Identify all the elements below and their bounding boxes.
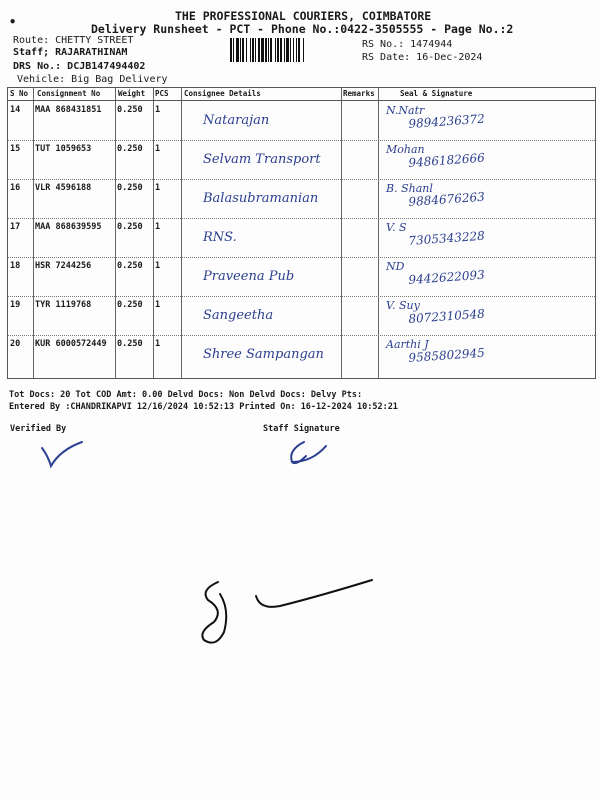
row-sno: 19 [10,300,21,310]
row-consignment-no: KUR 6000572449 [35,339,107,349]
row-signature-phone: 8072310548 [408,306,486,326]
row-pcs: 1 [155,222,161,232]
row-sno: 15 [10,144,21,154]
row-pcs: 1 [155,144,161,154]
large-signature-icon [190,570,380,650]
header-pcs: PCS [155,89,169,98]
header-consignee: Consignee Details [184,89,261,98]
staff-label: Staff; RAJARATHINAM [13,47,128,58]
row-signature-name: B. Shanl [386,182,433,195]
row-consignee-name: Shree Sampangan [203,347,324,362]
entered-line: Entered By :CHANDRIKAPVI 12/16/2024 10:52:13 Printed On: 16-12-2024 10:52:21 [9,402,398,412]
totals-line: Tot Docs: 20 Tot COD Amt: 0.00 Delvd Docs: Non Delvd Docs: Delvy Pts: [9,390,363,400]
staff-signature-mark-icon [282,436,332,470]
row-consignment-no: TUT 1059653 [35,144,92,154]
verified-by-label: Verified By [10,424,67,434]
row-signature-phone: 9442622093 [408,267,486,287]
row-sno: 20 [10,339,21,349]
row-signature-name: V. S [386,221,407,234]
bullet-mark: • [9,15,17,29]
row-consignee-name: Praveena Pub [203,269,295,284]
row-weight: 0.250 [117,144,143,154]
drs-number: DRS No.: DCJB147494402 [13,61,146,72]
row-weight: 0.250 [117,105,143,115]
row-signature-phone: 7305343228 [408,228,486,248]
header-consignment: Consignment No [37,89,101,98]
row-weight: 0.250 [117,339,143,349]
vehicle-label: Vehicle: Big Bag Delivery [17,74,168,85]
delivery-table [7,87,596,379]
row-consignee-name: RNS. [203,230,237,245]
rs-number: RS No.: 1474944 [362,39,453,50]
row-consignment-no: HSR 7244256 [35,261,92,271]
row-signature-name: Aarthi J [386,338,429,351]
row-consignment-no: MAA 868431851 [35,105,102,115]
row-sno: 16 [10,183,21,193]
row-signature-phone: 9884676263 [408,189,486,209]
row-consignment-no: VLR 4596188 [35,183,92,193]
row-weight: 0.250 [117,261,143,271]
route-label: Route: CHETTY STREET [13,35,134,46]
company-title: THE PROFESSIONAL COURIERS, COIMBATORE [175,9,432,23]
row-pcs: 1 [155,183,161,193]
row-consignee-name: Sangeetha [203,308,274,323]
row-sno: 14 [10,105,21,115]
row-signature-name: N.Natr [386,104,425,117]
runsheet-title: Delivery Runsheet - PCT - Phone No.:0422-3505555 - Page No.:2 [91,22,514,36]
row-signature-phone: 9486182666 [408,150,486,170]
row-signature-name: Mohan [386,143,425,156]
row-consignment-no: MAA 868639595 [35,222,102,232]
row-signature-name: ND [386,260,405,273]
row-consignee-name: Natarajan [203,113,270,128]
header-sno: S No [10,89,29,98]
row-weight: 0.250 [117,300,143,310]
header-seal: Seal & Signature [400,89,473,98]
row-signature-phone: 9894236372 [408,111,486,131]
rs-date: RS Date: 16-Dec-2024 [362,52,483,63]
row-pcs: 1 [155,261,161,271]
barcode-icon [230,38,355,62]
row-sno: 17 [10,222,21,232]
row-consignee-name: Balasubramanian [203,191,319,206]
row-signature-phone: 9585802945 [408,345,486,365]
row-pcs: 1 [155,300,161,310]
header-weight: Weight [118,89,146,98]
row-consignee-name: Selvam Transport [203,152,321,167]
row-consignment-no: TYR 1119768 [35,300,92,310]
row-pcs: 1 [155,339,161,349]
row-weight: 0.250 [117,222,143,232]
header-remarks: Remarks [343,89,375,98]
verified-tick-icon [38,438,88,472]
row-signature-name: V. Suy [386,299,420,312]
row-sno: 18 [10,261,21,271]
row-weight: 0.250 [117,183,143,193]
row-pcs: 1 [155,105,161,115]
staff-signature-label: Staff Signature [263,424,340,434]
